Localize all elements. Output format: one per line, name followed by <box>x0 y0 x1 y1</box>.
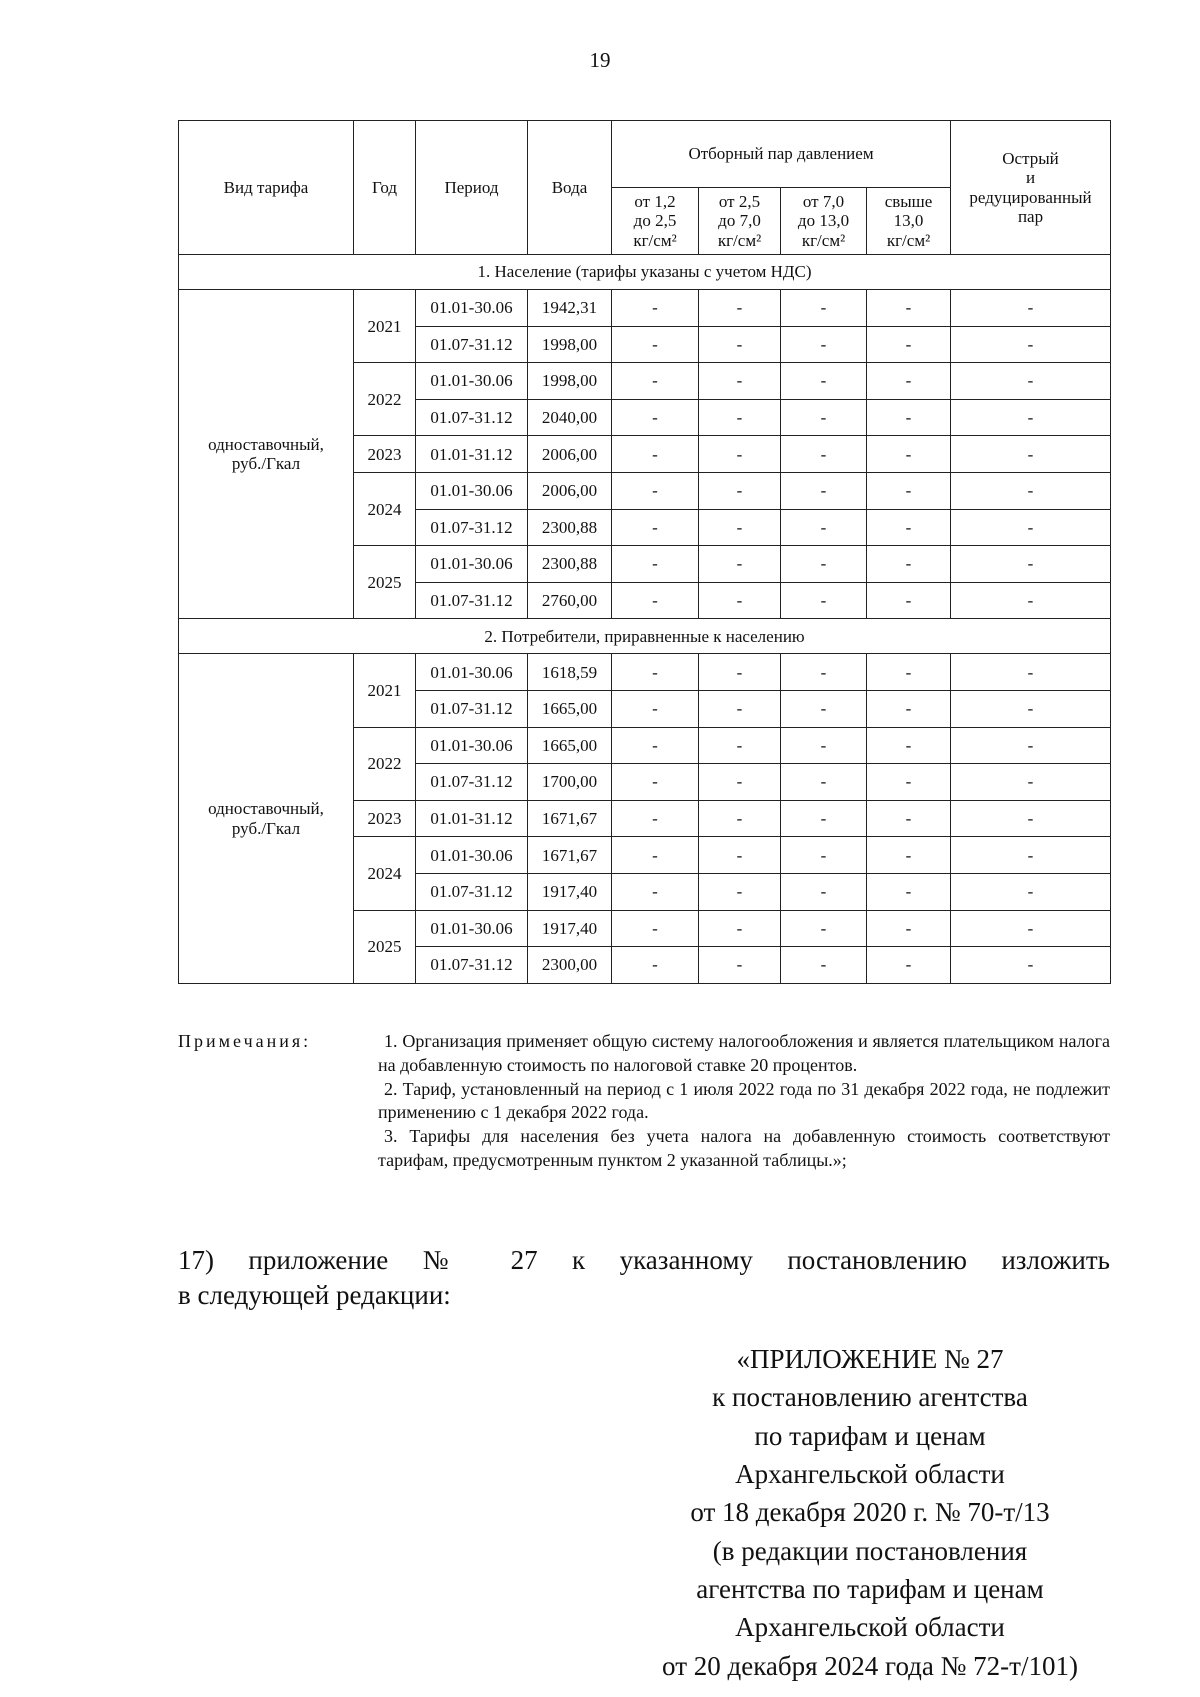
dash-cell: - <box>612 727 699 764</box>
header-steam-1: от 1,2 до 2,5 кг/см² <box>612 188 699 255</box>
dash-cell: - <box>612 654 699 691</box>
tariff-type-cell <box>179 290 354 619</box>
dash-cell: - <box>867 764 951 801</box>
tariff-type-cell <box>179 654 354 983</box>
dash-cell: - <box>699 472 781 509</box>
dash-cell: - <box>612 837 699 874</box>
dash-cell: - <box>867 509 951 546</box>
appendix-line: «ПРИЛОЖЕНИЕ № 27 <box>736 1344 1004 1374</box>
dash-cell: - <box>951 582 1111 619</box>
dash-cell: - <box>781 326 867 363</box>
section-row <box>179 619 1111 654</box>
year-cell: 2022 <box>354 363 416 436</box>
dash-cell: - <box>699 290 781 327</box>
period-cell: 01.01-30.06 <box>416 546 528 583</box>
water-cell: 1998,00 <box>528 326 612 363</box>
period-cell: 01.07-31.12 <box>416 873 528 910</box>
dash-cell: - <box>699 873 781 910</box>
header-sharp-line: пар <box>1017 206 1044 226</box>
header-sharp-line: Острый <box>1002 149 1059 169</box>
dash-cell: - <box>781 873 867 910</box>
notes <box>178 1030 1110 1173</box>
year-cell: 2021 <box>354 290 416 363</box>
dash-cell: - <box>867 690 951 727</box>
water-cell: 1917,40 <box>528 910 612 947</box>
dash-cell: - <box>699 436 781 473</box>
water-cell: 1942,31 <box>528 290 612 327</box>
tariff-type-line: руб./Гкал <box>231 454 301 474</box>
section-title: 2. Потребители, приравненные к населению <box>179 619 1111 654</box>
water-cell: 1618,59 <box>528 654 612 691</box>
dash-cell: - <box>951 910 1111 947</box>
dash-cell: - <box>781 947 867 984</box>
header-year: Год <box>354 121 416 255</box>
dash-cell: - <box>612 363 699 400</box>
dash-cell: - <box>699 509 781 546</box>
header-steam-3: от 7,0 до 13,0 кг/см² <box>781 188 867 255</box>
water-cell: 1671,67 <box>528 800 612 837</box>
header-sharp-line: и <box>1025 168 1036 188</box>
dash-cell: - <box>612 436 699 473</box>
dash-cell: - <box>867 910 951 947</box>
water-cell: 2300,88 <box>528 546 612 583</box>
dash-cell: - <box>781 546 867 583</box>
dash-cell: - <box>699 947 781 984</box>
period-cell: 01.01-30.06 <box>416 290 528 327</box>
dash-cell: - <box>951 800 1111 837</box>
year-cell: 2024 <box>354 837 416 910</box>
dash-cell: - <box>951 873 1111 910</box>
period-cell: 01.01-30.06 <box>416 727 528 764</box>
dash-cell: - <box>781 764 867 801</box>
dash-cell: - <box>867 472 951 509</box>
dash-cell: - <box>951 290 1111 327</box>
dash-cell: - <box>951 363 1111 400</box>
dash-cell: - <box>699 800 781 837</box>
dash-cell: - <box>612 800 699 837</box>
dash-cell: - <box>612 873 699 910</box>
dash-cell: - <box>867 654 951 691</box>
table-row <box>179 654 1111 691</box>
dash-cell: - <box>612 509 699 546</box>
header-water: Вода <box>528 121 612 255</box>
dash-cell: - <box>699 654 781 691</box>
appendix-line: к постановлению агентства <box>712 1382 1028 1413</box>
dash-cell: - <box>612 326 699 363</box>
water-cell: 1665,00 <box>528 727 612 764</box>
dash-cell: - <box>951 654 1111 691</box>
year-cell: 2023 <box>354 800 416 837</box>
header-steam-2: от 2,5 до 7,0 кг/см² <box>699 188 781 255</box>
year-cell: 2024 <box>354 472 416 545</box>
dash-cell: - <box>699 582 781 619</box>
dash-cell: - <box>699 837 781 874</box>
appendix-line: от 20 декабря 2024 года № 72-т/101) <box>662 1650 1078 1681</box>
header-tariff-type: Вид тарифа <box>179 121 354 255</box>
water-cell: 1917,40 <box>528 873 612 910</box>
dash-cell: - <box>781 436 867 473</box>
dash-cell: - <box>781 290 867 327</box>
header-sharp-line: редуцированный <box>969 187 1092 207</box>
dash-cell: - <box>867 436 951 473</box>
appendix-line: агентства по тарифам и ценам <box>696 1573 1044 1604</box>
dash-cell: - <box>781 837 867 874</box>
note-item: 1. Организация применяет общую систему налогообложения и является плательщиком налога на добавленную стоимость по налоговой ставке 20 процентов. <box>378 1031 1110 1075</box>
dash-cell: - <box>612 690 699 727</box>
period-cell: 01.07-31.12 <box>416 326 528 363</box>
dash-cell: - <box>951 509 1111 546</box>
water-cell: 2006,00 <box>528 472 612 509</box>
dash-cell: - <box>781 472 867 509</box>
dash-cell: - <box>699 764 781 801</box>
dash-cell: - <box>612 582 699 619</box>
water-cell: 2760,00 <box>528 582 612 619</box>
notes-label: Примечания: <box>178 1031 312 1051</box>
amendment-paragraph: 17) приложение № 27 к указанному постановлению изложить <box>178 1245 1110 1275</box>
page-number: 19 <box>589 48 611 72</box>
appendix-line: Архангельской области <box>735 1458 1005 1489</box>
appendix-line: по тарифам и ценам <box>754 1420 986 1451</box>
period-cell: 01.07-31.12 <box>416 764 528 801</box>
water-cell: 1700,00 <box>528 764 612 801</box>
header-period: Период <box>416 121 528 255</box>
dash-cell: - <box>612 399 699 436</box>
dash-cell: - <box>867 363 951 400</box>
dash-cell: - <box>867 326 951 363</box>
dash-cell: - <box>612 472 699 509</box>
appendix-header <box>600 1340 1140 1685</box>
dash-cell: - <box>612 947 699 984</box>
period-cell: 01.07-31.12 <box>416 690 528 727</box>
table-row <box>179 290 1111 327</box>
dash-cell: - <box>951 399 1111 436</box>
water-cell: 2300,00 <box>528 947 612 984</box>
dash-cell: - <box>781 509 867 546</box>
header-steam-group: Отборный пар давлением <box>612 121 951 188</box>
dash-cell: - <box>699 546 781 583</box>
year-cell: 2025 <box>354 910 416 983</box>
water-cell: 1671,67 <box>528 837 612 874</box>
dash-cell: - <box>781 800 867 837</box>
period-cell: 01.01-31.12 <box>416 800 528 837</box>
period-cell: 01.01-30.06 <box>416 910 528 947</box>
dash-cell: - <box>867 546 951 583</box>
appendix-line: (в редакции постановления <box>712 1535 1028 1566</box>
dash-cell: - <box>867 290 951 327</box>
dash-cell: - <box>612 546 699 583</box>
water-cell: 1665,00 <box>528 690 612 727</box>
period-cell: 01.01-30.06 <box>416 837 528 874</box>
dash-cell: - <box>781 727 867 764</box>
section-row <box>179 255 1111 290</box>
note-item: 3. Тарифы для населения без учета налога на добавленную стоимость соответствуют тарифам, предусмотренным пунктом 2 указанной таблицы.»; <box>378 1126 1110 1170</box>
header-sharp-steam <box>951 121 1111 255</box>
header-steam-4: свыше 13,0 кг/см² <box>867 188 951 255</box>
water-cell: 2040,00 <box>528 399 612 436</box>
water-cell: 1998,00 <box>528 363 612 400</box>
dash-cell: - <box>781 910 867 947</box>
section-title: 1. Население (тарифы указаны с учетом НДС) <box>179 255 1111 290</box>
tariff-type-line: одноставочный, <box>208 799 324 819</box>
dash-cell: - <box>951 764 1111 801</box>
year-cell: 2021 <box>354 654 416 727</box>
dash-cell: - <box>867 800 951 837</box>
dash-cell: - <box>612 290 699 327</box>
dash-cell: - <box>867 582 951 619</box>
period-cell: 01.01-30.06 <box>416 472 528 509</box>
dash-cell: - <box>867 947 951 984</box>
dash-cell: - <box>867 873 951 910</box>
dash-cell: - <box>951 436 1111 473</box>
dash-cell: - <box>781 690 867 727</box>
dash-cell: - <box>951 837 1111 874</box>
dash-cell: - <box>781 654 867 691</box>
dash-cell: - <box>612 764 699 801</box>
period-cell: 01.07-31.12 <box>416 947 528 984</box>
tariff-type-line: одноставочный, <box>208 435 324 455</box>
period-cell: 01.07-31.12 <box>416 399 528 436</box>
period-cell: 01.01-30.06 <box>416 363 528 400</box>
water-cell: 2006,00 <box>528 436 612 473</box>
period-cell: 01.01-31.12 <box>416 436 528 473</box>
dash-cell: - <box>699 399 781 436</box>
year-cell: 2025 <box>354 546 416 619</box>
dash-cell: - <box>951 727 1111 764</box>
dash-cell: - <box>951 326 1111 363</box>
amendment-paragraph-cont: в следующей редакции: <box>178 1280 451 1310</box>
dash-cell: - <box>699 363 781 400</box>
dash-cell: - <box>699 910 781 947</box>
period-cell: 01.07-31.12 <box>416 582 528 619</box>
tariff-type-line: руб./Гкал <box>231 818 301 838</box>
appendix-line: Архангельской области <box>735 1612 1005 1643</box>
note-item: 2. Тариф, установленный на период с 1 июля 2022 года по 31 декабря 2022 года, не подлежит применению с 1 декабря 2022 года. <box>378 1078 1110 1123</box>
period-cell: 01.01-30.06 <box>416 654 528 691</box>
dash-cell: - <box>699 690 781 727</box>
dash-cell: - <box>699 326 781 363</box>
period-cell: 01.07-31.12 <box>416 509 528 546</box>
dash-cell: - <box>951 947 1111 984</box>
year-cell: 2022 <box>354 727 416 800</box>
water-cell: 2300,88 <box>528 509 612 546</box>
dash-cell: - <box>951 546 1111 583</box>
dash-cell: - <box>781 399 867 436</box>
dash-cell: - <box>951 690 1111 727</box>
dash-cell: - <box>781 582 867 619</box>
dash-cell: - <box>699 727 781 764</box>
dash-cell: - <box>781 363 867 400</box>
dash-cell: - <box>612 910 699 947</box>
tariff-table <box>178 120 1111 984</box>
dash-cell: - <box>867 399 951 436</box>
dash-cell: - <box>867 837 951 874</box>
appendix-line: от 18 декабря 2020 г. № 70-т/13 <box>690 1497 1050 1528</box>
dash-cell: - <box>951 472 1111 509</box>
year-cell: 2023 <box>354 436 416 473</box>
dash-cell: - <box>867 727 951 764</box>
